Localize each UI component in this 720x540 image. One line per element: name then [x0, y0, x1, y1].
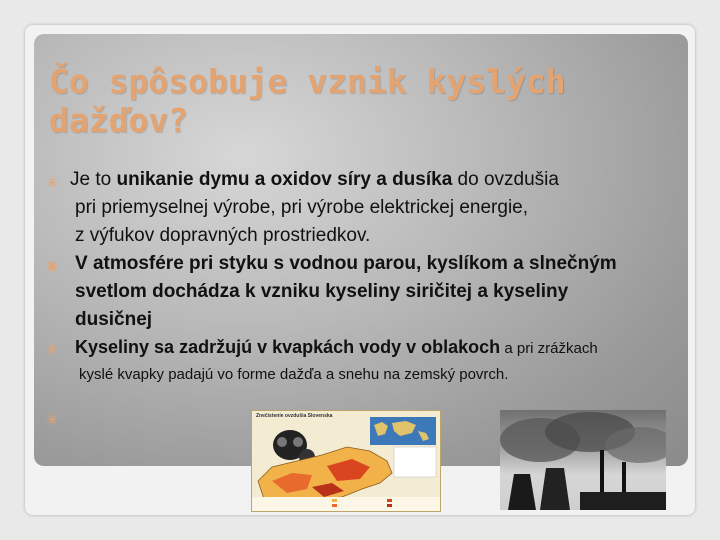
- paragraph-3-line-1: [46, 334, 686, 362]
- bullet-paragraph-1: [46, 166, 686, 250]
- slide-body: [46, 166, 686, 388]
- empty-bullet-icon: ✳: [46, 412, 59, 429]
- legend-box: [394, 447, 436, 477]
- paragraph-1-line-1: [46, 166, 686, 194]
- legend-swatch: [332, 499, 337, 502]
- title-line-2: dažďov?: [49, 101, 189, 140]
- p1-bold-text: unikanie dymu a oxidov síry a dusíka: [116, 169, 453, 190]
- slovakia-pollution-map-image: [251, 410, 441, 512]
- p1-text-a: Je to: [70, 169, 117, 190]
- smokestack-illustration: [500, 410, 666, 510]
- mask-eye-right: [293, 437, 303, 447]
- bullet-icon: ✳: [46, 175, 59, 192]
- paragraph-2-line-3: dusičnej: [75, 309, 153, 330]
- paragraph-3-line-2: kyslé kvapky padajú vo forme dažďa a snehu na zemský povrch.: [79, 366, 509, 383]
- bullet-paragraph-2: [46, 250, 686, 334]
- legend-swatch: [332, 504, 337, 507]
- slide-title: [49, 62, 669, 140]
- map-illustration: [252, 411, 440, 511]
- smokestack-photo: [500, 410, 666, 510]
- factory-silhouette: [580, 492, 666, 510]
- map-title: Znečistenie ovzdušia Slovenska: [256, 413, 333, 419]
- paragraph-2-line-1: V atmosfére pri styku s vodnou parou, kyslíkom a slnečným: [75, 253, 617, 274]
- p3-text: a pri zrážkach: [500, 340, 598, 357]
- cooling-tower: [540, 468, 570, 510]
- paragraph-2-line-2: svetlom dochádza k vzniku kyseliny siričitej a kyseliny: [75, 281, 569, 302]
- paragraph-1-line-3: z výfukov dopravných prostriedkov.: [75, 225, 371, 246]
- bullet-paragraph-3: [46, 334, 686, 388]
- bullet-icon: ✳: [46, 259, 59, 276]
- paragraph-1-line-2: pri priemyselnej výrobe, pri výrobe elektrickej energie,: [75, 197, 529, 218]
- legend-swatch: [387, 504, 392, 507]
- p1-text-b: do ovzdušia: [452, 169, 559, 190]
- title-line-1: Čo spôsobuje vznik kyslých: [49, 62, 566, 101]
- legend-strip: [252, 497, 440, 511]
- cooling-tower: [508, 474, 536, 510]
- mask-eye-left: [277, 437, 287, 447]
- bullet-icon: ✳: [46, 342, 59, 359]
- legend-swatch: [387, 499, 392, 502]
- p3-bold-text: Kyseliny sa zadržujú v kvapkách vody v oblakoch: [75, 337, 501, 357]
